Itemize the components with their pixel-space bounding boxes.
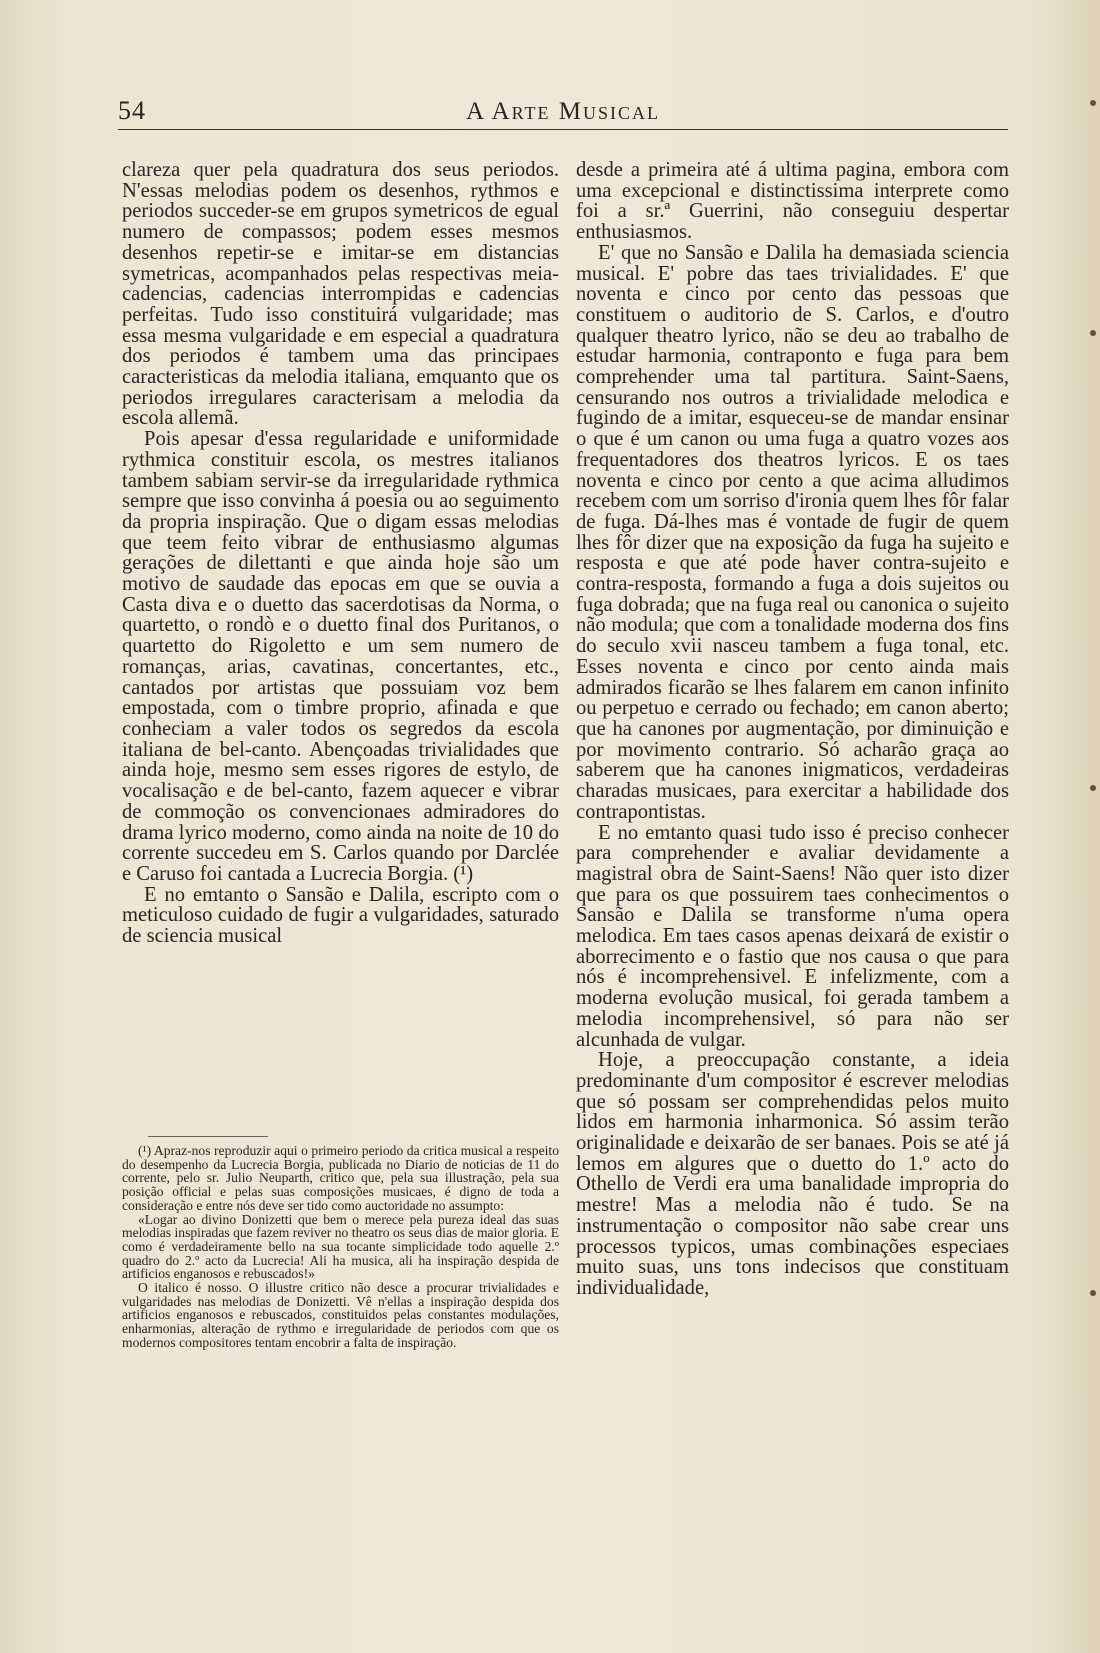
margin-mark — [1090, 1290, 1096, 1296]
paragraph: E no emtanto o Sansão e Dalila, escripto com o meticuloso cuidado de fugir a vulgaridades, saturado de sciencia musical — [122, 883, 559, 948]
header-rule — [118, 129, 1008, 130]
paragraph: desde a primeira até á ultima pagina, embora com uma excepcional e distinctissima interprete como foi a sr.ª Guerrini, não conseguiu despertar enthusiasmos. — [576, 159, 1009, 244]
footnotes — [122, 1144, 559, 1350]
margin-mark — [1090, 100, 1096, 106]
margin-mark — [1090, 330, 1096, 336]
left-column — [122, 160, 559, 947]
footnote-quote: «Logar ao divino Donizetti que bem o merece pela pureza ideal das suas melodias inspiradas que fazem reviver no theatro os seus dias de maior gloria. E como é verdadeiramente bello na sua tocante simplicidade todo aquelle 2.º quadro do 2.º acto da Lucrecia! Ali ha musica, ali ha inspiração despida de artificios enganosos e rebuscados!» — [122, 1211, 559, 1282]
page-number: 54 — [118, 96, 146, 125]
footnote: O italico é nosso. O illustre critico não desce a procurar trivialidades e vulgaridades nas melodias de Donizetti. Vê n'ellas a inspiração despida dos artificios enganosos e rebuscados, constituidos pelas constantes modulações, enharmonias, alteração de rythmo e irregularidade de periodos com que os modernos compositores tentam encobrir a falta de inspiração. — [122, 1280, 559, 1350]
margin-mark — [1090, 785, 1096, 791]
paragraph: E' que no Sansão e Dalila ha demasiada sciencia musical. E' pobre das taes trivialidades. E' que noventa e cinco por cento das pessoas que constituem o auditorio de S. Carlos, e d'outro qualquer theatro lyrico, não se deu ao trabalho de estudar harmonia, contraponto e fuga para bem comprehender uma tal partitura. Saint-Saens, censurando nos outros a trivialidade melodica e fugindo de a imitar, esqueceu-se de mandar ensinar o que é um canon ou uma fuga a quatro vozes aos frequentadores dos theatros lyricos. E os taes noventa e cinco por cento a que acima alludimos recebem com um sorriso d'ironia quem lhes fôr falar de fuga. Dá-lhes mas é vontade de fugir de quem lhes fôr dizer que na exposição da fuga ha sujeito e resposta e que até pode haver contra-sujeito e contra-resposta, formando a fuga a dois sujeitos ou fuga dobrada; que na fuga real ou canonica o sujeito não modula; que com a tonalidade moderna dos fins do seculo xvii nasceu tambem a fuga tonal, etc. Esses noventa e cinco por cento ainda mais admirados ficarão se lhes falarem em canon infinito ou perpetuo e cerrado ou fechado; em canon aberto; que ha canones por augmentação, por diminuição e por movimento contrario. Só acharão graça ao saberem que ha canones inigmaticos, verdadeiras charadas musicaes, para exercitar a habilidade dos contrapontistas. — [576, 241, 1009, 823]
footnote: (¹) Apraz-nos reproduzir aqui o primeiro periodo da critica musical a respeito do desempenho da Lucrecia Borgia, publicada no Diario de noticias de 11 do corrente, pelo sr. Julio Neuparth, critico que, pela sua illustração, pela sua posição official e pelas suas composições musicaes, é digno de toda a consideração e entre nós deve ser tido como auctoridade no assumpto: — [122, 1143, 559, 1213]
paragraph: clareza quer pela quadratura dos seus periodos. N'essas melodias podem os desenhos, rythmos e periodos succeder-se em grupos symetricos de egual numero de compassos; podem esses mesmos desenhos repetir-se e imitar-se em distancias symetricas, acompanhados pelas respectivas meia-cadencias, cadencias interrompidas e cadencias perfeitas. Tudo isso constituirá vulgaridade; mas essa mesma vulgaridade e em especial a quadratura dos periodos é tambem uma das principaes caracteristicas da melodia italiana, emquanto que os periodos irregulares caracterisam a melodia da escola allemã. — [122, 159, 559, 430]
paragraph: Hoje, a preoccupação constante, a ideia predominante d'um compositor é escrever melodias que só possam ser comprehendidas pelos muito lidos em harmonia inharmonica. Só assim terão originalidade e deixarão de ser banaes. Pois se até já lemos em algures que o duetto do 1.º acto do Othello de Verdi era uma banalidade impropria do mestre! Mas a melodia não é tudo. Se na instrumentação o compositor não sabe crear uns processos typicos, umas combinações especiaes muito suas, uns tons indecisos que constituam individualidade, — [576, 1049, 1009, 1299]
page-header — [118, 96, 1008, 130]
paragraph: E no emtanto quasi tudo isso é preciso conhecer para comprehender e avaliar devidamente a magistral obra de Saint-Saens! Não quer isto dizer que para os que possuirem taes conhecimentos o Sansão e Dalila se transforme n'uma opera melodica. Em taes casos apenas deixará de existir o aborrecimento e o fastio que nos causa o que para nós é incomprehensivel. E infelizmente, com a moderna evolução musical, foi gerada tambem a melodia incomprehensivel, só para não ser alcunhada de vulgar. — [576, 821, 1009, 1051]
paragraph: Pois apesar d'essa regularidade e uniformidade rythmica constituir escola, os mestres italianos tambem sabiam servir-se da irregularidade rythmica sempre que isso convinha á poesia ou ao seguimento da propria inspiração. Que o digam essas melodias que teem feito vibrar de enthusiasmo algumas gerações de dilettanti e que ainda hoje são um motivo de saudade das epocas em que se ouvia a Casta diva e o duetto das sacerdotisas da Norma, o quartetto, o rondò e o duetto final dos Puritanos, o quartetto do Rigoletto e um sem numero de romanças, arias, cavatinas, concertantes, etc., cantados por artistas que possuiam voz bem empostada, com o timbre proprio, afinada e que conheciam a valer todos os segredos da escola italiana de bel-canto. Abençoadas trivialidades que ainda hoje, mesmo sem esses rigores de estylo, de vocalisação e de bel-canto, fazem aquecer e vibrar de commoção os convencionaes admiradores do drama lyrico moderno, como ainda na noite de 10 do corrente succedeu em S. Carlos quando por Darclée e Caruso foi cantada a Lucrecia Borgia. (¹) — [122, 428, 559, 885]
right-column — [576, 160, 1009, 1299]
running-title: A Arte Musical — [466, 98, 660, 125]
footnote-rule — [148, 1136, 268, 1137]
